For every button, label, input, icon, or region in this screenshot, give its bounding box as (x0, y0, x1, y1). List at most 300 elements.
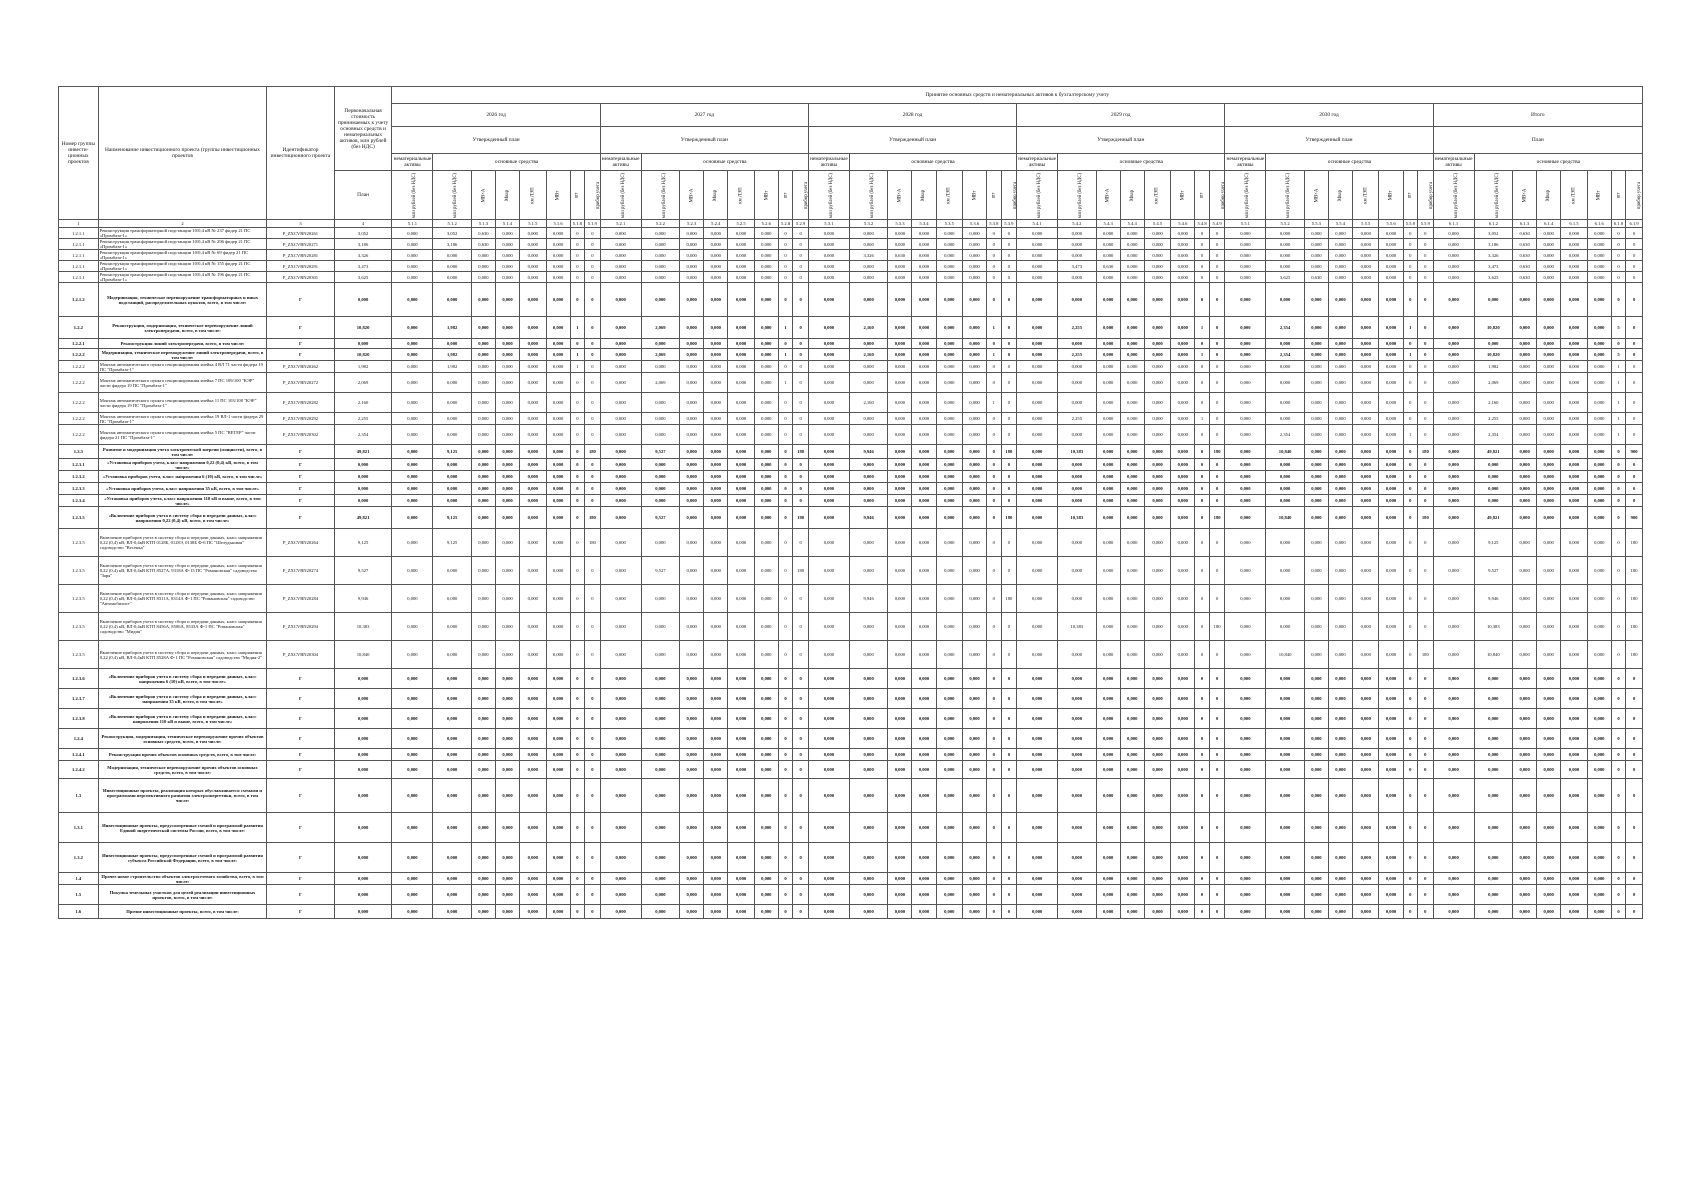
initial-cost: 0,000 (334, 905, 392, 919)
value-cell: 0,000 (1561, 425, 1587, 445)
value-cell: 0 (1403, 585, 1417, 613)
value-cell: 0,000 (1433, 529, 1474, 557)
value-cell: 0 (1403, 261, 1417, 272)
value-cell: 0,000 (433, 689, 472, 709)
value-cell: 0,000 (680, 283, 704, 317)
value-cell: 0,000 (808, 761, 849, 779)
value-cell: 0 (987, 613, 1001, 641)
value-cell: 0,000 (1304, 261, 1328, 272)
value-cell: 0,000 (1096, 749, 1120, 761)
row-number: 1.2.3.5 (59, 613, 99, 641)
value-cell: 0,000 (888, 459, 912, 471)
project-identifier: Г (267, 317, 334, 339)
unit-label: млн рублей (без НДС) (1286, 172, 1292, 219)
value-cell: 0,000 (1561, 641, 1587, 669)
value-cell: 0,000 (808, 250, 849, 261)
table-row (59, 361, 1643, 373)
value-cell: 0,000 (1266, 495, 1305, 507)
fixed-assets-header: основные средства (1474, 154, 1642, 171)
value-cell: 0,000 (849, 641, 888, 669)
value-cell: 0,000 (641, 761, 680, 779)
value-cell: 0,000 (1561, 843, 1587, 873)
value-cell: 0,000 (1017, 669, 1058, 689)
value-cell: 0 (778, 250, 792, 261)
value-cell: 0,000 (1587, 471, 1611, 483)
value-cell: 0 (1001, 529, 1017, 557)
value-cell: 0,000 (1561, 905, 1587, 919)
value-cell: 0,000 (1379, 749, 1403, 761)
value-cell: 0,000 (1379, 283, 1403, 317)
value-cell: 0 (1626, 250, 1643, 261)
value-cell: 0,000 (704, 749, 728, 761)
year-header: 2027 год (600, 104, 808, 127)
column-number: 5.1.8 (570, 220, 584, 228)
value-cell: 0,000 (433, 272, 472, 283)
value-cell: 0,000 (1171, 749, 1195, 761)
project-identifier: Г (267, 761, 334, 779)
value-cell: 10,840 (1266, 507, 1305, 529)
value-cell: 0,000 (728, 413, 754, 425)
value-cell: 0,000 (912, 250, 936, 261)
unit-header (1096, 171, 1120, 220)
value-cell: 0,000 (1171, 613, 1195, 641)
value-cell: 3,052 (433, 228, 472, 239)
value-cell: 0,000 (546, 557, 570, 585)
value-cell: 0 (987, 689, 1001, 709)
value-cell: 0,000 (680, 873, 704, 885)
project-identifier: P_ZXCVBN20261 (267, 228, 334, 239)
row-number: 1.2.1.1 (59, 261, 99, 272)
value-cell: 0,000 (1474, 709, 1513, 729)
value-cell: 0 (1626, 228, 1643, 239)
value-cell: 0 (1626, 261, 1643, 272)
value-cell: 0,000 (1353, 843, 1379, 873)
value-cell: 0,000 (1120, 495, 1144, 507)
project-identifier: Г (267, 749, 334, 761)
project-name: «Установка приборов учета, класс напряжения 6 (10) кВ, всего, в том числе» (98, 471, 267, 483)
value-cell: 0,000 (641, 669, 680, 689)
project-name: Реконструкция прочих объектов основных средств, всего, в том числе: (98, 749, 267, 761)
value-cell: 0,000 (1120, 689, 1144, 709)
unit-label: МВ×А (1105, 188, 1111, 203)
column-number: 5.4.3 (1096, 220, 1120, 228)
value-cell: 0 (1001, 228, 1017, 239)
value-cell: 0 (793, 250, 809, 261)
unit-label: млн рублей (без НДС) (1453, 172, 1459, 219)
value-cell: 0 (1209, 585, 1225, 613)
value-cell: 0,000 (641, 729, 680, 749)
value-cell: 0,000 (1058, 749, 1097, 761)
unit-header (1403, 171, 1417, 220)
value-cell: 49,821 (1474, 507, 1513, 529)
value-cell: 0 (1626, 761, 1643, 779)
value-cell: 0,000 (1096, 373, 1120, 393)
value-cell: 0,000 (392, 761, 433, 779)
value-cell: 0,000 (808, 393, 849, 413)
value-cell: 0,000 (808, 483, 849, 495)
project-identifier: Г (267, 689, 334, 709)
value-cell: 0,000 (754, 317, 778, 339)
unit-header (912, 171, 936, 220)
value-cell: 1 (1403, 349, 1417, 361)
value-cell: 0,000 (495, 689, 519, 709)
value-cell: 0 (1403, 483, 1417, 495)
column-number: 5.3.5 (936, 220, 962, 228)
value-cell: 0 (778, 283, 792, 317)
value-cell: 0,000 (1225, 471, 1266, 483)
value-cell: 0 (778, 641, 792, 669)
value-cell: 0,000 (1587, 425, 1611, 445)
value-cell: 0 (1195, 779, 1209, 813)
value-cell: 0,000 (1433, 669, 1474, 689)
value-cell: 0,000 (1171, 373, 1195, 393)
value-cell: 0,000 (888, 261, 912, 272)
value-cell: 0,000 (1120, 373, 1144, 393)
value-cell: 0 (1209, 641, 1225, 669)
value-cell: 0 (778, 749, 792, 761)
value-cell: 1 (1403, 317, 1417, 339)
column-number: 5.4.8 (1195, 220, 1209, 228)
value-cell: 0,000 (1017, 689, 1058, 709)
value-cell: 0 (570, 761, 584, 779)
value-cell: 0,000 (1587, 779, 1611, 813)
value-cell: 0,000 (392, 471, 433, 483)
table-row (59, 349, 1643, 361)
value-cell: 0,000 (680, 749, 704, 761)
column-number: 5.5.1 (1225, 220, 1266, 228)
value-cell: 0,000 (1353, 261, 1379, 272)
value-cell: 0,000 (433, 813, 472, 843)
value-cell: 0,000 (1058, 885, 1097, 905)
value-cell: 0,000 (1353, 339, 1379, 349)
value-cell: 0,000 (704, 239, 728, 250)
value-cell: 5 (1611, 349, 1625, 361)
value-cell: 0,000 (1513, 613, 1537, 641)
value-cell: 0,000 (1266, 749, 1305, 761)
value-cell: 0,000 (1587, 585, 1611, 613)
value-cell: 0 (1195, 761, 1209, 779)
value-cell: 0 (1001, 361, 1017, 373)
table-row (59, 250, 1643, 261)
initial-cost: 0,000 (334, 471, 392, 483)
value-cell: 0,000 (1225, 373, 1266, 393)
value-cell: 0 (778, 613, 792, 641)
value-cell: 0,000 (1120, 361, 1144, 373)
value-cell: 0,000 (1171, 425, 1195, 445)
value-cell: 0,000 (1144, 393, 1170, 413)
value-cell: 0 (1195, 283, 1209, 317)
project-name: «Включение приборов учета в систему сбора и передачи данных, класс напряжения 35 кВ, всего, в том числе» (98, 689, 267, 709)
value-cell: 1 (1611, 425, 1625, 445)
value-cell: 0,000 (1353, 557, 1379, 585)
value-cell: 0,000 (912, 529, 936, 557)
value-cell: 0,000 (1144, 361, 1170, 373)
value-cell: 0,000 (888, 239, 912, 250)
value-cell: 0,000 (1225, 709, 1266, 729)
value-cell: 0,000 (1304, 283, 1328, 317)
value-cell: 0 (793, 529, 809, 557)
value-cell: 0,000 (600, 557, 641, 585)
value-cell: 0 (1195, 471, 1209, 483)
value-cell: 0,000 (936, 261, 962, 272)
project-identifier: Г (267, 709, 334, 729)
value-cell: 0 (778, 557, 792, 585)
value-cell: 0,000 (1561, 373, 1587, 393)
value-cell: 0,000 (1096, 709, 1120, 729)
value-cell: 0,000 (1561, 613, 1587, 641)
value-cell: 0,000 (1537, 507, 1561, 529)
value-cell: 0 (1403, 689, 1417, 709)
value-cell: 0 (1626, 689, 1643, 709)
value-cell: 0,000 (754, 250, 778, 261)
value-cell: 0,000 (471, 373, 495, 393)
value-cell: 0,000 (1266, 843, 1305, 873)
value-cell: 0,000 (1474, 843, 1513, 873)
unit-label: шт (783, 192, 789, 199)
value-cell: 0,000 (754, 393, 778, 413)
value-cell: 0,000 (963, 471, 987, 483)
value-cell: 0 (793, 349, 809, 361)
value-cell: 0,000 (471, 459, 495, 471)
value-cell: 0,000 (1144, 413, 1170, 425)
value-cell: 0 (1418, 459, 1434, 471)
value-cell: 0,000 (1266, 557, 1305, 585)
unit-header (546, 171, 570, 220)
value-cell: 0,000 (1120, 483, 1144, 495)
value-cell: 0 (987, 557, 1001, 585)
initial-cost: 0,000 (334, 843, 392, 873)
column-number: 5.1.9 (585, 220, 601, 228)
project-identifier: Г (267, 445, 334, 459)
value-cell: 0,000 (680, 413, 704, 425)
value-cell: 0,000 (520, 843, 546, 873)
value-cell: 0,000 (1587, 272, 1611, 283)
value-cell: 0 (570, 272, 584, 283)
value-cell: 0,000 (912, 873, 936, 885)
value-cell: 0,000 (1353, 885, 1379, 905)
unit-header (728, 171, 754, 220)
value-cell: 0,000 (433, 843, 472, 873)
value-cell: 0 (1209, 689, 1225, 709)
value-cell: 0,000 (471, 709, 495, 729)
value-cell: 1 (1195, 349, 1209, 361)
column-number: 5.4.9 (1209, 220, 1225, 228)
value-cell: 0,000 (1225, 729, 1266, 749)
unit-header (963, 171, 987, 220)
value-cell: 2,160 (849, 317, 888, 339)
value-cell: 0,000 (1266, 393, 1305, 413)
row-number: 1.2.3.8 (59, 709, 99, 729)
value-cell: 0 (1626, 709, 1643, 729)
value-cell: 0 (585, 228, 601, 239)
value-cell: 0,000 (1537, 641, 1561, 669)
value-cell: 0,000 (912, 905, 936, 919)
value-cell: 0 (585, 557, 601, 585)
value-cell: 0,000 (1096, 339, 1120, 349)
value-cell: 0,000 (1474, 459, 1513, 471)
column-number-row (59, 220, 1643, 228)
value-cell: 0,000 (1353, 641, 1379, 669)
value-cell: 0,000 (1587, 761, 1611, 779)
value-cell: 0 (1195, 843, 1209, 873)
value-cell: 0,000 (495, 373, 519, 393)
value-cell: 2,354 (1266, 349, 1305, 361)
initial-cost: 10,383 (334, 613, 392, 641)
value-cell: 0,000 (1513, 349, 1537, 361)
value-cell: 0,000 (433, 471, 472, 483)
value-cell: 0,000 (1537, 483, 1561, 495)
value-cell: 0,000 (1474, 761, 1513, 779)
value-cell: 0 (1626, 283, 1643, 317)
value-cell: 0,000 (392, 709, 433, 729)
value-cell: 0,000 (641, 779, 680, 813)
value-cell: 0,000 (471, 425, 495, 445)
unit-label: млн рублей (без НДС) (829, 172, 835, 219)
value-cell: 0,000 (1328, 641, 1352, 669)
unit-label: прибор учета (804, 181, 810, 210)
value-cell: 0,000 (1587, 317, 1611, 339)
value-cell: 0 (1195, 709, 1209, 729)
value-cell: 3,326 (1474, 250, 1513, 261)
value-cell: 0,000 (1058, 459, 1097, 471)
table-row (59, 689, 1643, 709)
value-cell: 0,000 (1561, 413, 1587, 425)
project-name: Инвестиционные проекты, реализация которых обуславливается схемами и программами перспективного развития электроэнергетики, всего, в том числе: (98, 779, 267, 813)
value-cell: 0 (570, 529, 584, 557)
value-cell: 0 (570, 689, 584, 709)
value-cell: 0,000 (1328, 471, 1352, 483)
value-cell: 0 (987, 585, 1001, 613)
value-cell: 0,000 (963, 261, 987, 272)
value-cell: 1 (570, 349, 584, 361)
value-cell: 0,000 (936, 228, 962, 239)
value-cell: 0,000 (963, 349, 987, 361)
column-number: 5.5.4 (1328, 220, 1352, 228)
project-identifier: Г (267, 729, 334, 749)
value-cell: 0,000 (1120, 393, 1144, 413)
value-cell: 0,000 (680, 459, 704, 471)
unit-label: Мвар (1129, 190, 1135, 201)
value-cell: 0,000 (392, 339, 433, 349)
value-cell: 0 (1195, 585, 1209, 613)
value-cell: 2,160 (849, 393, 888, 413)
value-cell: 0,000 (1120, 261, 1144, 272)
value-cell: 0,000 (1433, 283, 1474, 317)
row-number: 1.2.3.5 (59, 585, 99, 613)
value-cell: 0,000 (1120, 317, 1144, 339)
row-number: 1.2.2.1 (59, 339, 99, 349)
value-cell: 0,000 (392, 413, 433, 425)
unit-label: км ЛЭП (530, 187, 536, 204)
value-cell: 0 (570, 669, 584, 689)
value-cell: 0 (1418, 813, 1434, 843)
value-cell: 0,000 (1171, 885, 1195, 905)
value-cell: 0,000 (1379, 557, 1403, 585)
value-cell: 0,000 (1304, 361, 1328, 373)
value-cell: 0,000 (546, 779, 570, 813)
table-row (59, 873, 1643, 885)
value-cell: 0,000 (520, 729, 546, 749)
value-cell: 0,000 (1587, 613, 1611, 641)
value-cell: 0,000 (433, 729, 472, 749)
value-cell: 0,000 (1353, 317, 1379, 339)
value-cell: 180 (793, 507, 809, 529)
value-cell: 0 (1626, 669, 1643, 689)
value-cell: 0,000 (1513, 709, 1537, 729)
value-cell: 0,000 (546, 905, 570, 919)
table-row (59, 557, 1643, 585)
value-cell: 0 (1001, 459, 1017, 471)
value-cell: 0,000 (808, 445, 849, 459)
value-cell: 0 (1626, 459, 1643, 471)
unit-header (600, 171, 641, 220)
value-cell: 0 (585, 361, 601, 373)
value-cell: 0,000 (546, 843, 570, 873)
value-cell: 0,000 (728, 317, 754, 339)
value-cell: 0,000 (1537, 471, 1561, 483)
value-cell: 0 (778, 459, 792, 471)
value-cell: 0,000 (1058, 339, 1097, 349)
unit-label: млн рублей (без НДС) (620, 172, 626, 219)
value-cell: 0 (1403, 529, 1417, 557)
project-identifier: Г (267, 471, 334, 483)
value-cell: 0,000 (1058, 843, 1097, 873)
value-cell: 0,000 (1379, 483, 1403, 495)
value-cell: 0,000 (1017, 749, 1058, 761)
value-cell: 0 (1418, 779, 1434, 813)
value-cell: 0,000 (704, 361, 728, 373)
value-cell: 0,000 (600, 317, 641, 339)
value-cell: 0,000 (704, 779, 728, 813)
value-cell: 0,000 (600, 393, 641, 413)
value-cell: 0,000 (728, 507, 754, 529)
value-cell: 2,069 (641, 373, 680, 393)
value-cell: 0,630 (1304, 272, 1328, 283)
value-cell: 0,000 (1017, 239, 1058, 250)
value-cell: 0 (778, 689, 792, 709)
value-cell: 0,000 (1120, 459, 1144, 471)
value-cell: 0,000 (808, 585, 849, 613)
project-name: «Включение приборов учета в систему сбора и передачи данных, класс напряжения 110 кВ и выше, всего, в том числе» (98, 709, 267, 729)
value-cell: 0,000 (392, 689, 433, 709)
value-cell: 0,000 (888, 283, 912, 317)
value-cell: 0 (1611, 228, 1625, 239)
value-cell: 0 (1418, 585, 1434, 613)
row-number: 1.2.2.2 (59, 349, 99, 361)
value-cell: 0,000 (754, 239, 778, 250)
value-cell: 0,000 (641, 413, 680, 425)
value-cell: 0,000 (546, 361, 570, 373)
value-cell: 0 (1611, 843, 1625, 873)
value-cell: 0,000 (728, 495, 754, 507)
column-number: 5.5.5 (1353, 220, 1379, 228)
value-cell: 0 (1001, 813, 1017, 843)
table-row (59, 459, 1643, 471)
project-name: Реконструкция трансформаторной подстанции 10/0,4 кВ № 155 фидер 21 ПС «Промбаза-1» (98, 261, 267, 272)
value-cell: 0,000 (471, 272, 495, 283)
value-cell: 0 (1626, 749, 1643, 761)
value-cell: 0 (778, 261, 792, 272)
value-cell: 0,000 (600, 425, 641, 445)
value-cell: 0 (1195, 339, 1209, 349)
intangible-assets-header: нематериальные активы (392, 154, 433, 171)
value-cell: 0,000 (392, 228, 433, 239)
column-number: 5.2.5 (728, 220, 754, 228)
value-cell: 0,000 (1433, 261, 1474, 272)
value-cell: 0,000 (1513, 495, 1537, 507)
project-identifier: P_ZXCVBN20294 (267, 613, 334, 641)
value-cell: 0 (793, 779, 809, 813)
